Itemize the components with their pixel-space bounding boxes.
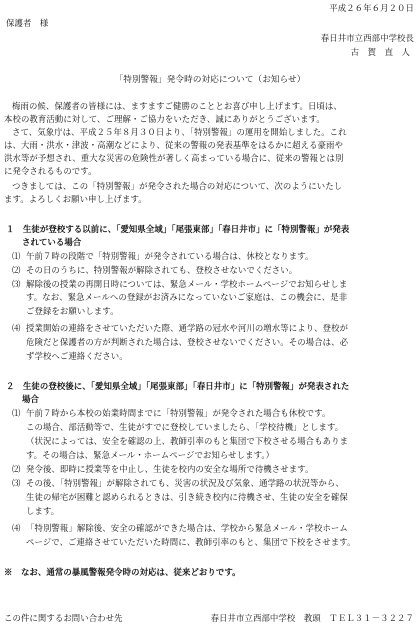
page-title: 「特別警報」発令時の対応について（お知らせ） (114, 75, 306, 85)
list-item-cont: 危険だと保護者の方が判断された場合は、登校させないでください。その場合は、必 (26, 337, 349, 347)
list-item-cont: す。その場合は、緊急メール・ホームページでお知らせします。） (26, 450, 275, 460)
list-item: ⑴ 午前７時から本校の始業時間までに「特別警報」が発令された場合も休校です。 (12, 408, 331, 418)
addressee: 保護者 様 (6, 18, 49, 28)
item-number: ⑴ (12, 251, 21, 261)
intro-line: に発令されるものです。 (4, 166, 97, 176)
item-number: ⑷ (12, 523, 21, 533)
section-2-heading-cont: 場合 (22, 394, 39, 404)
intro-line: 洪水等が予想され、重大な災害の危険性が著しく高まっている場合に、従来の警報とは別 (4, 153, 344, 163)
principal-name: 古 賀 直 人 (350, 47, 410, 57)
list-item: ⑶ その後、「特別警報」が解除されても、災害の状況及び気象、通学路の状況等から、 (12, 478, 344, 488)
intro-line: は、大雨・洪水・津波・高潮などにより、従来の警報の発表基準をはるかに超える豪雨や (4, 140, 343, 150)
item-number: ⑴ (12, 408, 21, 418)
item-number: ⑷ (12, 323, 21, 333)
intro-line: 本校の教育活動に対して、ご理解・ご協力をいただき、誠にありがとうございます。 (4, 114, 325, 124)
section-1-heading: １ 生徒が登校する以前に、「愛知県全域」「尾張東部」「春日井市」に「特別警報」が発表 (6, 224, 350, 234)
list-item: ⑵ その日のうちに、特別警報が解除されても、登校させないでください。 (12, 265, 298, 275)
item-number: ⑶ (12, 478, 21, 488)
item-number: ⑵ (12, 265, 21, 275)
intro-line: つきましては、この「特別警報」が発令された場合の対応について、次のようにいたし (12, 181, 343, 191)
list-item-cont: す。なお、緊急メールへの登録がお済みになっていないご家庭は、この機会に、是非 (26, 292, 348, 302)
list-item-cont: この場合、部活動等で、生徒がすでに登校していましたら、「学校待機」とします。 (26, 422, 344, 432)
section-2-heading: ２ 生徒の登校後に、「愛知県全域」「尾張東部」「春日井市」に「特別警報」が発表された (6, 381, 350, 391)
list-item: ⑵ 発令後、即時に授業等を中止し、生徒を校内の安全な場所で待機させます。 (12, 464, 314, 474)
intro-line: さて、気象庁は、平成２５年８月３０日より、「特別警報」の運用を開始しました。これ (12, 127, 347, 137)
list-item-cont: 生徒の帰宅が困難と認められるときは、引き続き校内に待機させ、生徒の安全を確保 (26, 492, 348, 502)
issue-date: 平成２６年６月２０日 (329, 3, 414, 13)
list-item-cont: （状況によっては、安全を確認の上、教師引率のもと集団で下校させる場合もありま (26, 436, 349, 446)
school-name: 春日井市立西部中学校長 (320, 33, 414, 43)
list-item: ⑷ 授業開始の連絡をさせていただいた際、通学路の冠水や河川の増水等により、登校が (12, 323, 349, 333)
section-1-heading-cont: されている場合 (22, 237, 82, 247)
item-number: ⑵ (12, 464, 21, 474)
list-item: ⑶ 解除後の授業の再開日時については、緊急メール・学校ホームページでお知らせしま (12, 279, 348, 289)
intro-line: ます。よろしくお願い申し上げます。 (4, 194, 147, 204)
list-item-cont: します。 (26, 506, 60, 516)
list-item-cont: ず学校へご連絡ください。 (26, 351, 128, 361)
intro-line: 梅雨の候、保護者の皆様には、ますますご健勝のこととお喜び申し上げます。日頃は、 (12, 101, 342, 111)
contact-detail: 春日井市立西部中学校 教頭 ＴＥＬ３１－３２２７ (210, 613, 414, 623)
contact-label: この件に関するお問い合わせ先 (4, 613, 123, 623)
note: ※ なお、通常の暴風警報発令時の対応は、従来どおりです。 (4, 567, 241, 577)
list-item: ⑴ 午前７時の段階で「特別警報」が発令されている場合は、休校となります。 (12, 251, 314, 261)
list-item: ⑷ 「特別警報」解除後、安全の確認ができた場合は、学校から緊急メール・学校ホーム (12, 523, 348, 533)
list-item-cont: ご登録をお願いします。 (26, 306, 119, 316)
list-item-cont: ページで、ご連絡させていただいた時間に、教師引率のもと、集団で下校をさせます。 (26, 537, 356, 547)
item-number: ⑶ (12, 279, 21, 289)
